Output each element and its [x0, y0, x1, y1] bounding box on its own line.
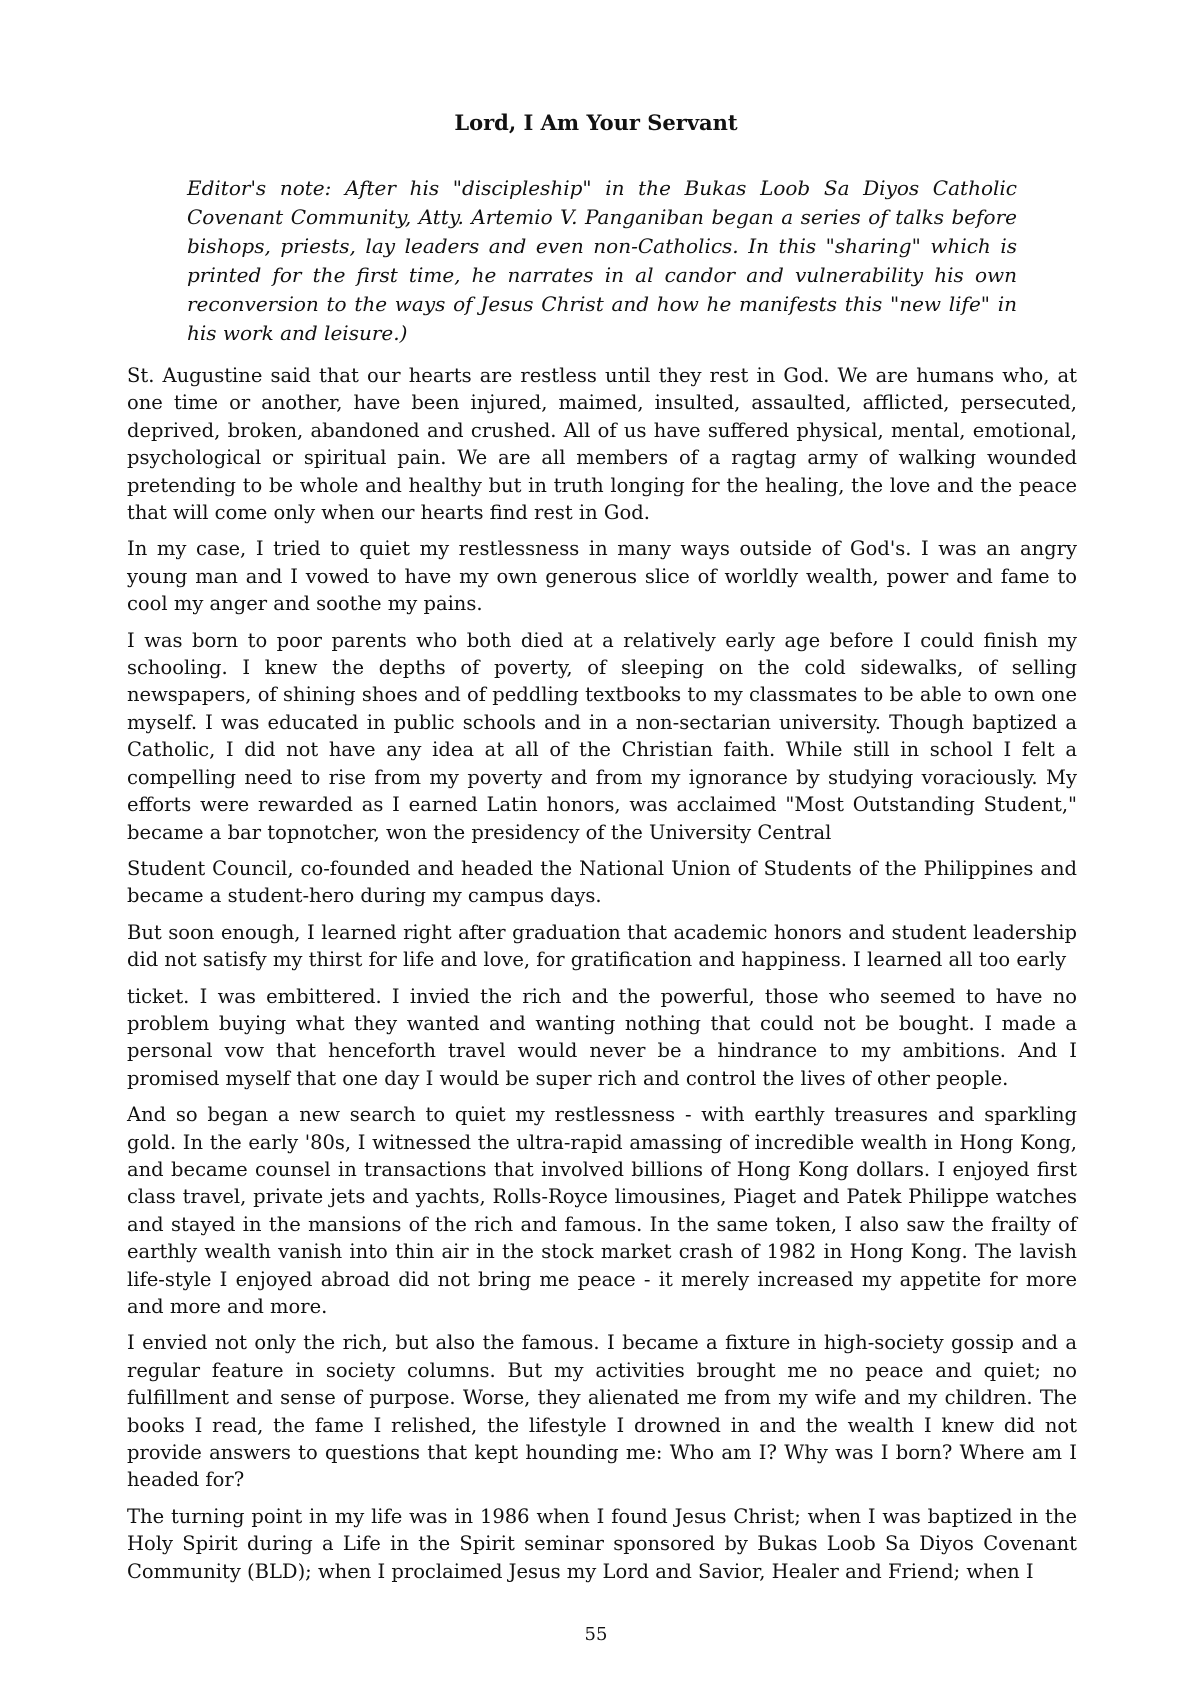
paragraph: In my case, I tried to quiet my restlessness in many ways outside of God's. I was an angry young man and I vowed to have my own generous slice of worldly wealth, power and fame to cool my anger and soothe my pains. — [127, 537, 1077, 616]
paragraph: Student Council, co-founded and headed the National Union of Students of the Philippines and became a student-hero during my campus days. — [127, 856, 1077, 908]
page-number: 55 — [584, 1624, 608, 1645]
paragraph: St. Augustine said that our hearts are restless until they rest in God. We are humans who, at one time or another, have been injured, maimed, insulted, assaulted, afflicted, persecuted, deprived, broken, abandoned and crushed. All of us have suffered physical, mental, emotional, psychological or spiritual pain. We are all members of a ragtag army of walking wounded pretending to be whole and healthy but in truth longing for the healing, the love and the peace that will come only when our hearts find rest in God. — [127, 364, 1077, 525]
paragraph: The turning point in my life was in 1986 when I found Jesus Christ; when I was baptized in the Holy Spirit during a Life in the Spirit seminar sponsored by Bukas Loob Sa Diyos Covenant Community (BLD); when I proclaimed Jesus my Lord and Savior, Healer and Friend; when I — [127, 1504, 1077, 1583]
body-text — [127, 362, 1077, 1594]
paragraph: ticket. I was embittered. I invied the rich and the powerful, those who seemed to have no problem buying what they wanted and wanting nothing that could not be bought. I made a personal vow that henceforth travel would never be a hindrance to my ambitions. And I promised myself that one day I would be super rich and control the lives of other people. — [127, 984, 1077, 1090]
paragraph: I envied not only the rich, but also the famous. I became a fixture in high-society gossip and a regular feature in society columns. But my activities brought me no peace and quiet; no fulfillment and sense of purpose. Worse, they alienated me from my wife and my children. The books I read, the fame I relished, the lifestyle I drowned in and the wealth I knew did not provide answers to questions that kept hounding me: Who am I? Why was I born? Where am I headed for? — [127, 1331, 1077, 1492]
paragraph: And so began a new search to quiet my restlessness - with earthly treasures and sparkling gold. In the early '80s, I witnessed the ultra-rapid amassing of incredible wealth in Hong Kong, and became counsel in transactions that involved billions of Hong Kong dollars. I enjoyed first class travel, private jets and yachts, Rolls-Royce limousines, Piaget and Patek Philippe watches and stayed in the mansions of the rich and famous. In the same token, I also saw the frailty of earthly wealth vanish into thin air in the stock market crash of 1982 in Hong Kong. The lavish life-style I enjoyed abroad did not bring me peace - it merely increased my appetite for more and more and more. — [127, 1103, 1077, 1318]
editors-note: Editor's note: After his "discipleship" in the Bukas Loob Sa Diyos Catholic Covenant Community, Atty. Artemio V. Panganiban began a series of talks before bishops, priests, lay leaders and even non-Catholics. In this "sharing" which is printed for the first time, he narrates in al candor and vulnerability his own reconversion to the ways of Jesus Christ and how he manifests this "new life" in his work and leisure.) — [187, 176, 1017, 345]
paragraph: But soon enough, I learned right after graduation that academic honors and student leadership did not satisfy my thirst for life and love, for gratification and happiness. I learned all too early — [127, 920, 1077, 972]
page-title: Lord, I Am Your Servant — [454, 110, 738, 135]
paragraph: I was born to poor parents who both died at a relatively early age before I could finish my schooling. I knew the depths of poverty, of sleeping on the cold sidewalks, of selling newspapers, of shining shoes and of peddling textbooks to my classmates to be able to own one myself. I was educated in public schools and in a non-sectarian university. Though baptized a Catholic, I did not have any idea at all of the Christian faith. While still in school I felt a compelling need to rise from my poverty and from my ignorance by studying voraciously. My efforts were rewarded as I earned Latin honors, was acclaimed "Most Outstanding Student," became a bar topnotcher, won the presidency of the University Central — [127, 628, 1077, 844]
